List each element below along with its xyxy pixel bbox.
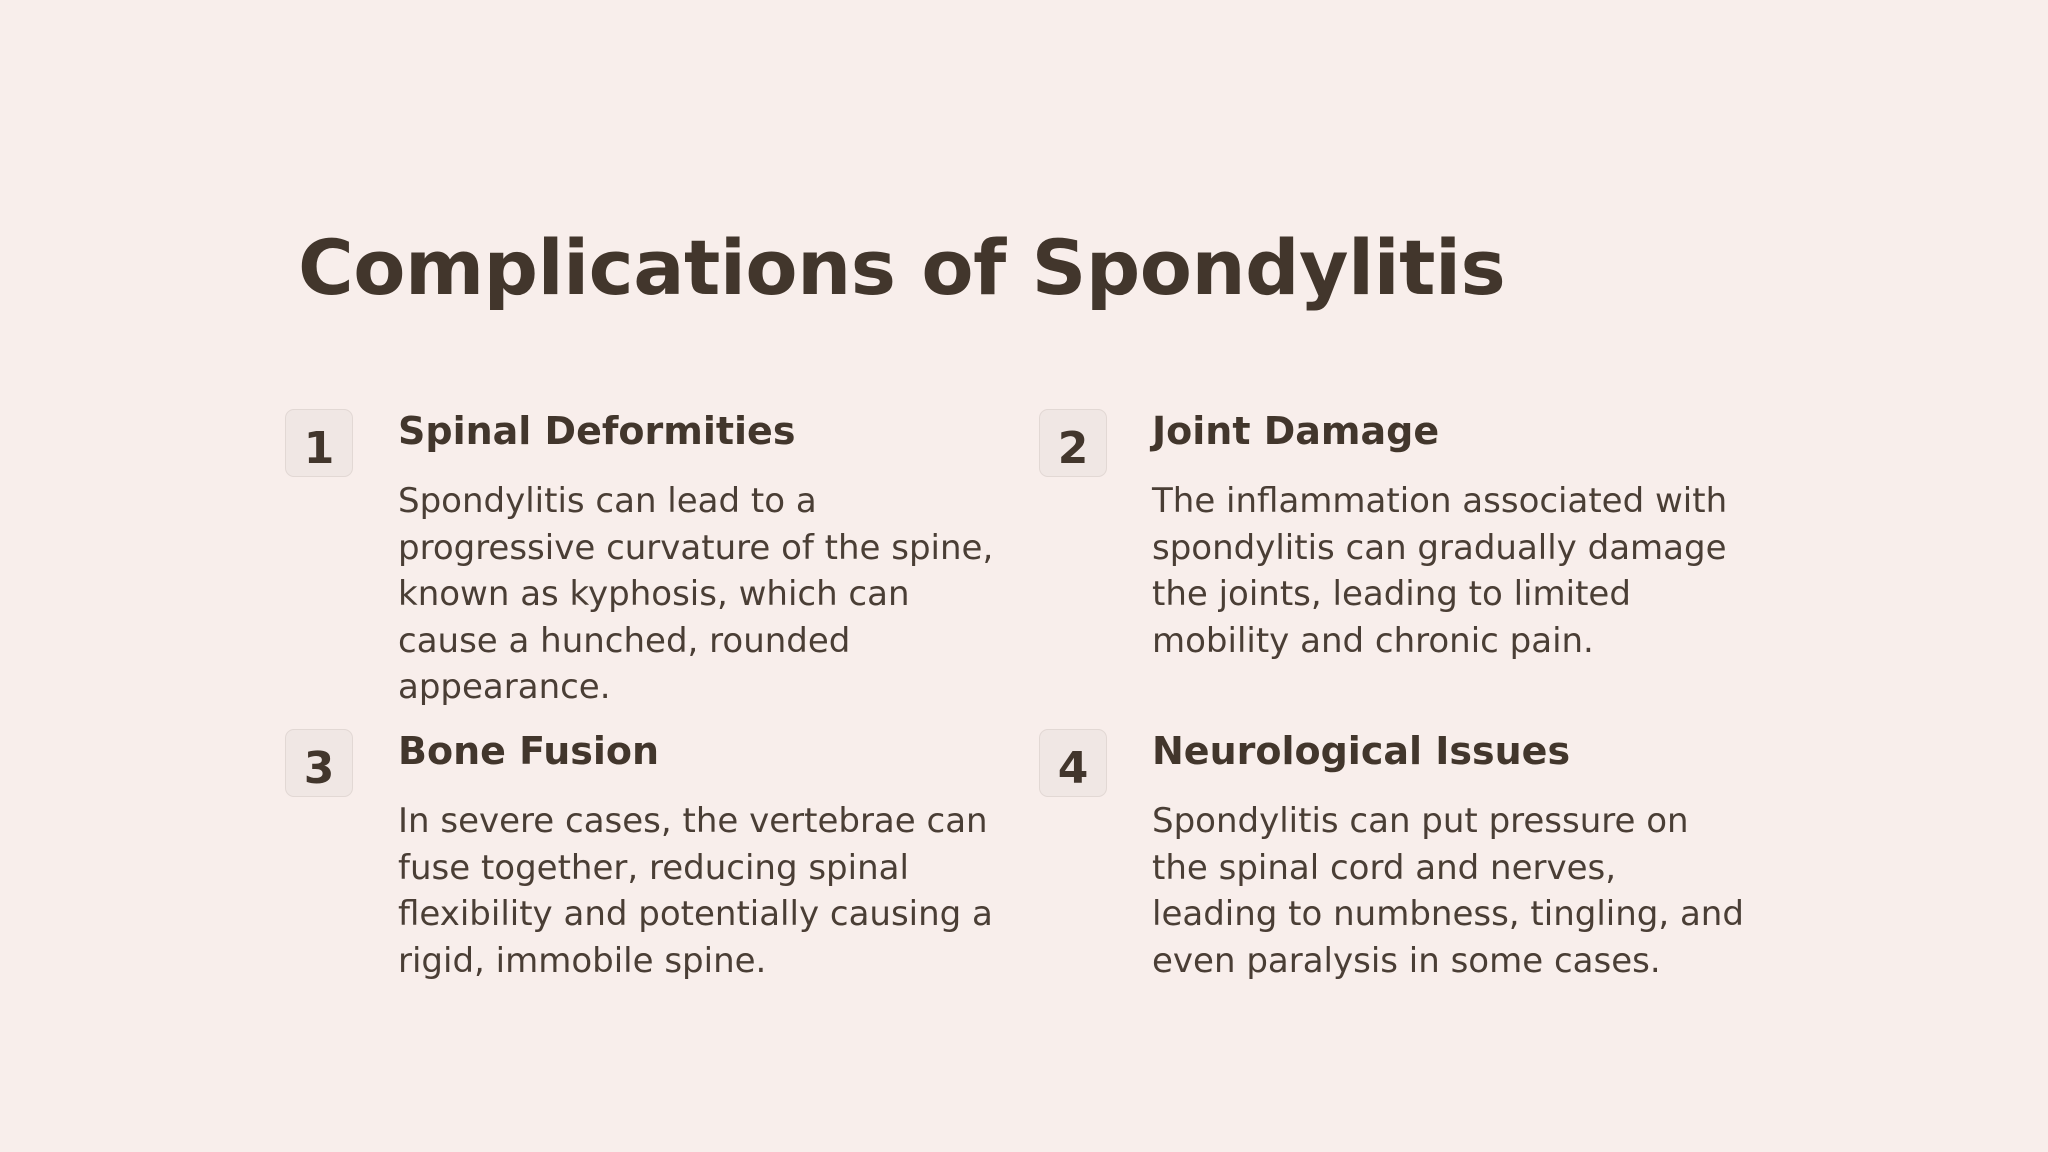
number-badge-4: 4	[1039, 729, 1107, 797]
number-badge-3: 3	[285, 729, 353, 797]
item-title-2: Joint Damage	[1152, 409, 1440, 453]
slide-title: Complications of Spondylitis	[298, 223, 1506, 312]
item-description-4: Spondylitis can put pressure on the spinal cord and nerves, leading to numbness, tingling, and even paralysis in some cases.	[1152, 801, 1744, 981]
item-description-1: Spondylitis can lead to a progressive curvature of the spine, known as kyphosis, which can cause a hunched, rounded appearance.	[398, 481, 994, 707]
item-description-3: In severe cases, the vertebrae can fuse together, reducing spinal flexibility and potentially causing a rigid, immobile spine.	[398, 801, 993, 981]
item-title-3: Bone Fusion	[398, 729, 660, 773]
number-badge-1: 1	[285, 409, 353, 477]
item-title-1: Spinal Deformities	[398, 409, 796, 453]
item-description-2: The inflammation associated with spondylitis can gradually damage the joints, leading to limited mobility and chronic pain.	[1152, 481, 1728, 661]
number-badge-2: 2	[1039, 409, 1107, 477]
item-title-4: Neurological Issues	[1152, 729, 1571, 773]
